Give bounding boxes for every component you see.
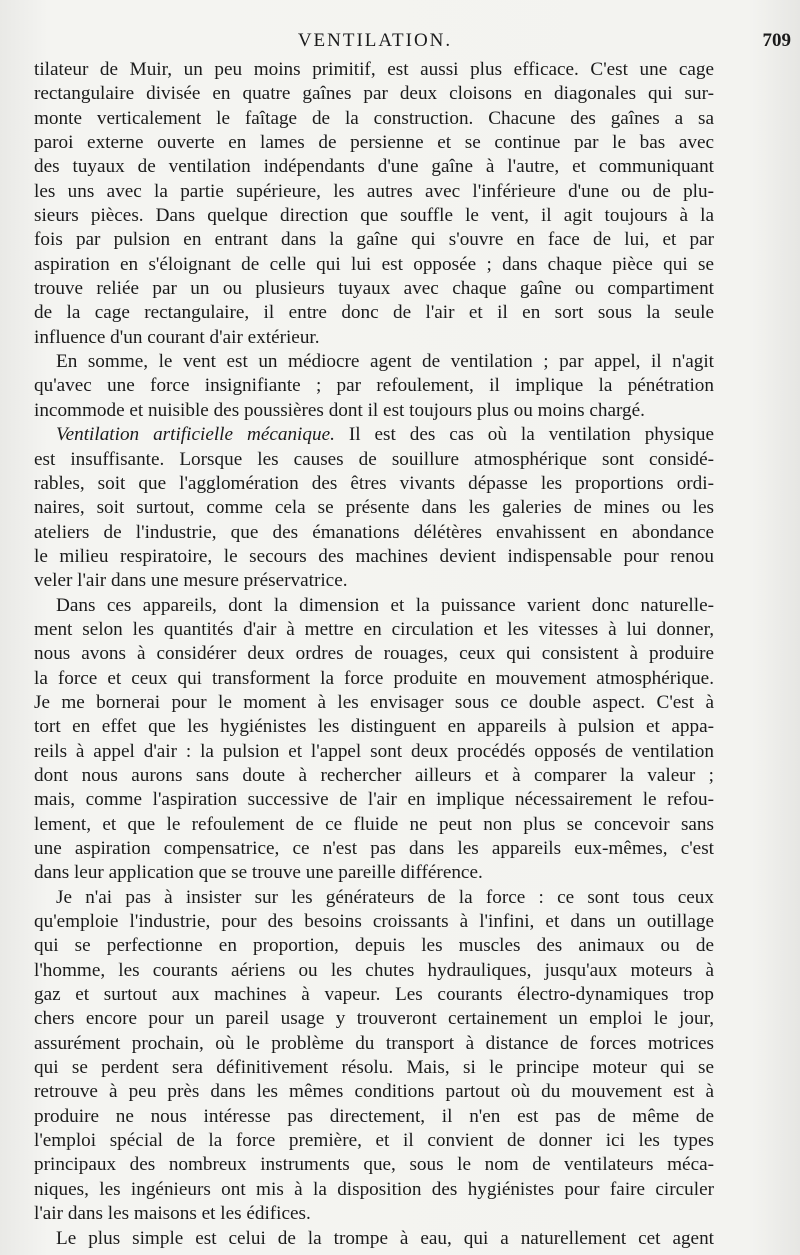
line-text: des tuyaux de ventilation indépendants d'une gaîne à l'autre, et communiquant — [34, 156, 714, 178]
line-text: trouve reliée par un ou plusieurs tuyaux avec chaque gaîne ou compartiment — [34, 278, 714, 300]
text-line — [34, 861, 714, 885]
line-text: ment selon les quantités d'air à mettre en circulation et les vitesses à lui donner, — [34, 618, 714, 640]
text-line — [34, 350, 714, 374]
line-text: retrouve à peu près dans les mêmes conditions partout où du mouvement est à — [34, 1081, 714, 1103]
line-text: reils à appel d'air : la pulsion et l'appel sont deux procédés opposés de ventilation — [34, 740, 714, 762]
text-line — [34, 569, 714, 593]
text-line — [34, 472, 714, 496]
text-line — [34, 837, 714, 861]
line-text: Je me bornerai pour le moment à les envisager sous ce double aspect. C'est à — [34, 691, 714, 713]
text-line — [34, 1056, 714, 1080]
text-line — [34, 1178, 714, 1202]
line-text: l'emploi spécial de la force première, et il convient de donner ici les types — [34, 1130, 714, 1152]
text-line — [34, 934, 714, 958]
text-line — [34, 277, 714, 301]
line-text: ateliers de l'industrie, que des émanations délétères envahissent en abondance — [34, 521, 714, 543]
text-line — [34, 58, 714, 82]
line-text: monte verticalement le faîtage de la construction. Chacune des gaînes a sa — [34, 107, 714, 129]
text-line — [34, 521, 714, 545]
line-text: est insuffisante. Lorsque les causes de souillure atmosphérique sont considé- — [34, 448, 714, 470]
line-text: naires, soit surtout, comme cela se présente dans les galeries de mines ou les — [34, 497, 714, 519]
text-line — [34, 691, 714, 715]
text-line — [34, 667, 714, 691]
line-text: fois par pulsion en entrant dans la gaîne qui s'ouvre en face de lui, et par — [34, 229, 714, 251]
running-title: VENTILATION. — [297, 30, 453, 51]
text-line — [34, 1153, 714, 1177]
line-text: chers encore pour un pareil usage y trouveront certainement un emploi le jour, — [34, 1008, 714, 1030]
line-text: paroi externe ouverte en lames de persienne et se continue par le bas avec — [34, 132, 714, 154]
line-text: qu'emploie l'industrie, pour des besoins croissants à l'infini, et dans un outillage — [34, 911, 714, 933]
line-text: lement, et que le refoulement de ce fluide ne peut non plus se concevoir sans — [34, 813, 714, 835]
text-line — [34, 764, 714, 788]
line-text: les uns avec la partie supérieure, les autres avec l'inférieure d'une ou de plu- — [34, 180, 714, 202]
line-text: Dans ces appareils, dont la dimension et la puissance varient donc naturelle- — [56, 594, 714, 616]
text-line — [34, 326, 714, 350]
line-text: de la cage rectangulaire, il entre donc de l'air et il en sort sous la seule — [34, 302, 714, 324]
text-line — [34, 1007, 714, 1031]
text-line — [34, 131, 714, 155]
line-text: Il est des cas où la ventilation physique — [334, 424, 714, 446]
text-line — [34, 1105, 714, 1129]
line-text: qu'avec une force insignifiante ; par refoulement, il implique la pénétration — [34, 375, 714, 397]
text-line — [34, 1202, 714, 1226]
line-text: tilateur de Muir, un peu moins primitif, est aussi plus efficace. C'est une cage — [34, 59, 714, 80]
line-text: tort en effet que les hygiénistes les distinguent en appareils à pulsion et appa- — [34, 716, 714, 738]
line-text: la force et ceux qui transforment la force produite en mouvement atmosphérique. — [34, 667, 714, 689]
text-line — [34, 301, 714, 325]
text-line — [34, 204, 714, 228]
line-text: produire ne nous intéresse pas directement, il n'en est pas de même de — [34, 1105, 714, 1127]
line-text: une aspiration compensatrice, ce n'est pas dans les appareils eux-mêmes, c'est — [34, 838, 714, 859]
line-text: gaz et surtout aux machines à vapeur. Les courants électro-dynamiques trop — [34, 984, 714, 1006]
line-text: l'air dans les maisons et les édifices. — [34, 1203, 311, 1225]
line-text: l'homme, les courants aériens ou les chutes hydrauliques, jusqu'aux moteurs à — [34, 959, 714, 981]
text-line — [34, 180, 714, 204]
text-line — [34, 448, 714, 472]
line-text: Je n'ai pas à insister sur les générateurs de la force : ce sont tous ceux — [56, 886, 714, 908]
text-line — [34, 82, 714, 106]
line-text: assurément prochain, où le problème du transport à distance de forces motrices — [34, 1032, 714, 1054]
text-line — [34, 618, 714, 642]
text-line — [34, 1129, 714, 1153]
text-line — [34, 813, 714, 837]
running-header — [36, 30, 791, 54]
line-text: veler l'air dans une mesure préservatrice. — [34, 570, 348, 592]
text-line — [34, 983, 714, 1007]
line-text: En somme, le vent est un médiocre agent de ventilation ; par appel, il n'agit — [56, 351, 714, 373]
line-text: incommode et nuisible des poussières dont il est toujours plus ou moins chargé. — [34, 399, 645, 421]
text-line — [34, 1032, 714, 1056]
text-line — [34, 715, 714, 739]
text-line — [34, 545, 714, 569]
text-line — [34, 959, 714, 983]
line-text: dans leur application que se trouve une pareille différence. — [34, 862, 483, 884]
text-line — [34, 910, 714, 934]
line-text: Le plus simple est celui de la trompe à eau, qui a naturellement cet agent — [56, 1227, 714, 1249]
section-heading-italic: Ventilation artificielle mécanique. — [56, 424, 335, 446]
text-line — [34, 642, 714, 666]
line-text: rables, soit que l'agglomération des êtres vivants dépasse les proportions ordi- — [34, 472, 714, 494]
line-text: mais, comme l'aspiration successive de l'air en implique nécessairement le refou- — [34, 789, 714, 811]
text-line — [34, 788, 714, 812]
text-line — [34, 374, 714, 398]
line-text: le milieu respiratoire, le secours des machines devient indispensable pour renou — [34, 545, 714, 567]
text-line — [34, 496, 714, 520]
page-number: 709 — [762, 30, 791, 51]
text-line — [34, 423, 714, 447]
line-text: dont nous aurons sans doute à rechercher ailleurs et à comparer la valeur ; — [34, 764, 714, 786]
line-text: influence d'un courant d'air extérieur. — [34, 326, 320, 348]
line-text: rectangulaire divisée en quatre gaînes par deux cloisons en diagonales qui sur- — [34, 83, 714, 105]
text-line — [34, 594, 714, 618]
line-text: sieurs pièces. Dans quelque direction que souffle le vent, il agit toujours à la — [34, 205, 714, 227]
text-line — [34, 399, 714, 423]
text-line — [34, 740, 714, 764]
text-line — [34, 155, 714, 179]
line-text: qui se perfectionne en proportion, depuis les muscles des animaux ou de — [34, 935, 714, 957]
text-line — [34, 886, 714, 910]
line-text: niques, les ingénieurs ont mis à la disposition des hygiénistes pour faire circuler — [34, 1178, 714, 1200]
text-line — [34, 1227, 714, 1251]
line-text: aspiration en s'éloignant de celle qui lui est opposée ; dans chaque pièce qui se — [34, 253, 714, 275]
line-text: principaux des nombreux instruments que, sous le nom de ventilateurs méca- — [34, 1154, 714, 1176]
text-line — [34, 107, 714, 131]
line-text: nous avons à considérer deux ordres de rouages, ceux qui consistent à produire — [34, 643, 714, 665]
text-line — [34, 253, 714, 277]
text-line — [34, 1080, 714, 1104]
body-text — [34, 58, 714, 1251]
text-line — [34, 228, 714, 252]
line-text: qui se perdent sera définitivement résolu. Mais, si le principe moteur qui se — [34, 1057, 714, 1079]
